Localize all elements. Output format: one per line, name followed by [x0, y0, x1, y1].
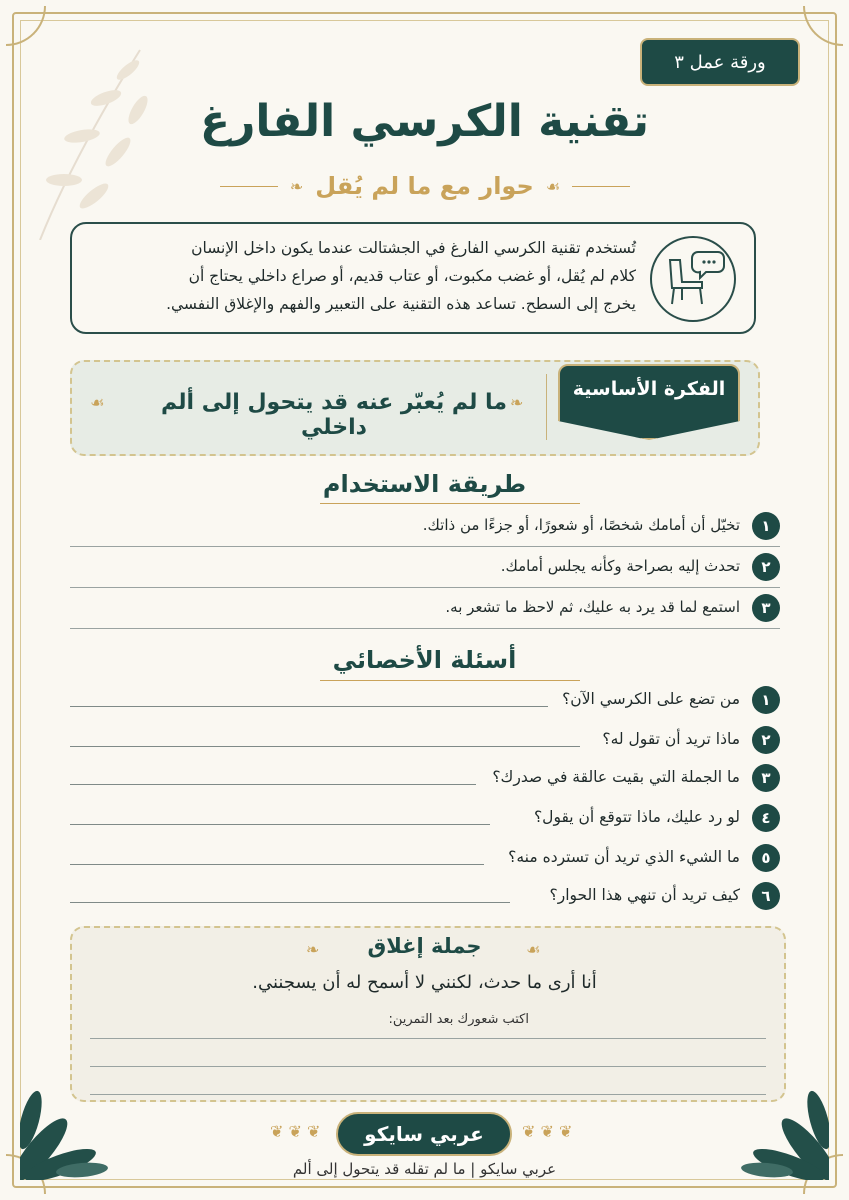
flourish-icon: ❦ ❦ ❦ — [522, 1122, 573, 1141]
step-number: ١ — [752, 512, 780, 540]
footer-text: عربي سايكو | ما لم تقله قد يتحول إلى ألم — [292, 1160, 557, 1178]
questions-heading: أسئلة الأخصائي — [332, 646, 517, 674]
step-number: ٢ — [752, 553, 780, 581]
intro-line: كلام لم يُقل، أو غضب مكبوت، أو عتاب قديم، أو صراع داخلي يحتاج أن — [188, 267, 636, 285]
question-number: ٣ — [752, 764, 780, 792]
intro-line: يخرج إلى السطح. تساعد هذه التقنية على التعبير والفهم والإغلاق النفسي. — [166, 295, 636, 313]
usage-heading: طريقة الاستخدام — [322, 470, 527, 498]
writing-line[interactable] — [90, 1038, 766, 1039]
writing-line[interactable] — [70, 546, 780, 547]
question-number: ٢ — [752, 726, 780, 754]
divider — [546, 374, 547, 440]
core-idea-text: ما لم يُعبّر عنه قد يتحول إلى ألم داخلي — [161, 390, 507, 440]
question-text: ما الشيء الذي تريد أن تسترده منه؟ — [508, 848, 740, 866]
worksheet-badge: ورقة عمل ٣ — [640, 38, 800, 86]
core-idea-label: الفكرة الأساسية — [572, 378, 726, 400]
flourish-icon: ❦ ❦ ❦ — [270, 1122, 321, 1141]
divider — [220, 186, 278, 187]
divider — [572, 186, 630, 187]
answer-line[interactable] — [70, 746, 580, 747]
answer-line[interactable] — [70, 824, 490, 825]
question-item — [70, 726, 780, 758]
brand-badge: عربي سايكو — [336, 1112, 512, 1156]
closing-prompt: اكتب شعورك بعد التمرين: — [388, 1012, 529, 1027]
divider — [320, 503, 580, 504]
step-text: تخيّل أن أمامك شخصًا، أو شعورًا، أو جزءًا من ذاتك. — [422, 516, 740, 534]
page-subtitle: حوار مع ما لم يُقل — [315, 172, 534, 200]
answer-line[interactable] — [70, 902, 510, 903]
question-text: لو رد عليك، ماذا تتوقع أن يقول؟ — [533, 808, 740, 826]
intro-text — [91, 234, 636, 318]
question-item — [70, 764, 780, 796]
intro-line: تُستخدم تقنية الكرسي الفارغ في الجشتالت عندما يكون داخل الإنسان — [191, 239, 636, 257]
question-text: ماذا تريد أن تقول له؟ — [602, 730, 740, 748]
answer-line[interactable] — [70, 706, 548, 707]
step-text: تحدث إليه بصراحة وكأنه يجلس أمامك. — [500, 557, 740, 575]
answer-line[interactable] — [70, 864, 484, 865]
question-number: ٦ — [752, 882, 780, 910]
flourish-icon: ❧ — [306, 940, 320, 959]
question-item — [70, 844, 780, 876]
question-item — [70, 882, 780, 914]
question-number: ٥ — [752, 844, 780, 872]
writing-line[interactable] — [70, 587, 780, 588]
page-title: تقنية الكرسي الفارغ — [200, 96, 649, 147]
answer-line[interactable] — [70, 784, 476, 785]
question-item — [70, 686, 780, 718]
writing-line[interactable] — [90, 1066, 766, 1067]
question-text: من تضع على الكرسي الآن؟ — [562, 690, 740, 708]
usage-step — [70, 512, 780, 552]
subtitle-row — [220, 168, 630, 204]
question-text: كيف تريد أن تنهي هذا الحوار؟ — [549, 886, 740, 904]
chair-speech-icon — [650, 236, 736, 322]
usage-step — [70, 553, 780, 593]
question-item — [70, 804, 780, 836]
flourish-icon: ☙ — [90, 393, 105, 412]
closing-quote: أنا أرى ما حدث، لكنني لا أسمح له أن يسجنني. — [252, 972, 597, 993]
writing-line[interactable] — [70, 628, 780, 629]
writing-line[interactable] — [90, 1094, 766, 1095]
step-number: ٣ — [752, 594, 780, 622]
flourish-icon: ❧ — [510, 393, 524, 412]
closing-title: جملة إغلاق — [367, 934, 482, 958]
step-text: استمع لما قد يرد به عليك، ثم لاحظ ما تشعر به. — [445, 598, 740, 616]
question-number: ١ — [752, 686, 780, 714]
question-number: ٤ — [752, 804, 780, 832]
flourish-icon: ☙ — [526, 940, 541, 959]
question-text: ما الجملة التي بقيت عالقة في صدرك؟ — [492, 768, 740, 786]
flourish-icon: ☙ — [545, 176, 561, 196]
flourish-icon: ❧ — [289, 176, 304, 196]
divider — [320, 680, 580, 681]
intro-box — [70, 222, 756, 334]
usage-step — [70, 594, 780, 634]
